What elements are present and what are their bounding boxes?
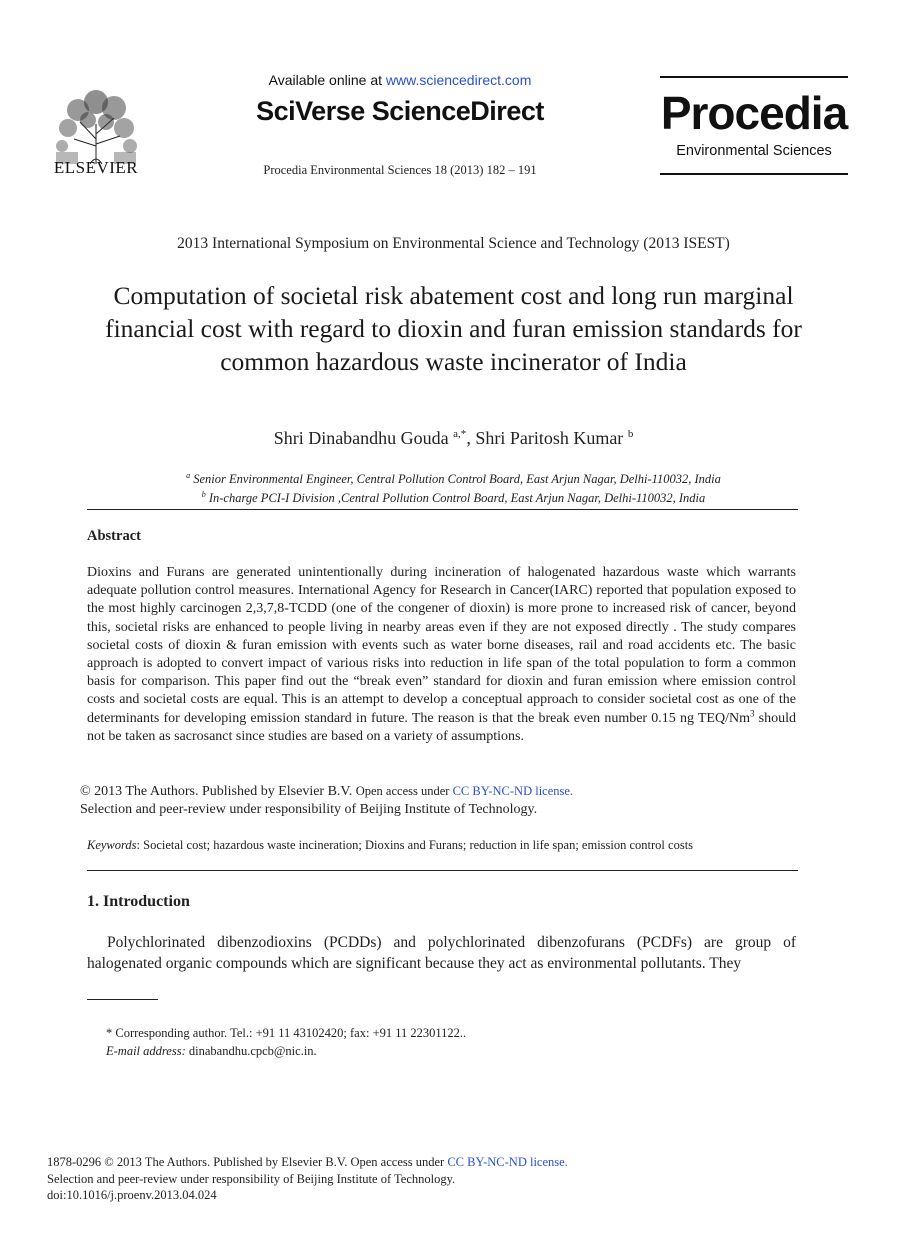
sciencedirect-link[interactable]: www.sciencedirect.com [385, 72, 532, 88]
peer-review-line: Selection and peer-review under responsibility of Beijing Institute of Technology. [80, 802, 538, 817]
author-name: Shri Dinabandhu Gouda [273, 428, 449, 448]
journal-logo-title: Procedia [660, 87, 848, 139]
abstract-text: Dioxins and Furans are generated unintentionally during incineration of halogenated hazardous waste which warrants adequate pollution control measures. International Agency for Research in Cancer(IARC) reported that population exposed to the most highly carcinogen 2,3,7,8-TCDD (one of the congener of dioxin) is more prone to increased risk of cancer, beyond this, societal risks are enhanced to people living in nearby areas even if they are not exposed directly . The study compares societal costs of dioxin & furan emission with events such as water borne diseases, rail and road accidents etc. The basic approach is adopted to convert impact of various risks into reduction in life span of the total population to form a common basis for comparison. This paper find out the “break even” standard for dioxin and furan emission where emission control costs and societal costs are equal. This is an attempt to develop a conceptual approach to consider societal cost as one of the determinants for developing emission standard in future. The reason is that the break even number 0.15 ng TEQ/Nm [87, 565, 796, 726]
author-marks: a,* [453, 428, 467, 440]
abstract-body [87, 564, 796, 746]
doi-line[interactable]: doi:10.1016/j.proenv.2013.04.024 [47, 1188, 217, 1202]
affiliation-text: In-charge PCI-I Division ,Central Pollution Control Board, East Arjun Nagar, Delhi-110032, India [208, 491, 706, 506]
peer-review-line: Selection and peer-review under responsibility of Beijing Institute of Technology. [47, 1171, 456, 1186]
publisher-logo-text: ELSEVIER [53, 158, 139, 177]
divider-below-keywords [87, 870, 798, 871]
issn-text: 1878-0296 © 2013 The Authors. Published by Elsevier B.V. [47, 1155, 351, 1169]
logo-bottom-rule [660, 173, 848, 175]
keywords-label: Keywords [87, 838, 137, 852]
conference-name: 2013 International Symposium on Environmental Science and Technology (2013 ISEST) [177, 235, 730, 252]
open-access-text: Open access under [355, 784, 453, 798]
available-prefix: Available online at [268, 72, 386, 88]
journal-logo [660, 76, 848, 176]
affiliation-line [40, 487, 867, 506]
footnote [106, 1024, 806, 1060]
copyright-line [80, 782, 800, 801]
copyright-block [80, 782, 800, 819]
platform-title: SciVerse ScienceDirect [256, 96, 544, 126]
keywords-text: : Societal cost; hazardous waste incineration; Dioxins and Furans; reduction in life span; emission control costs [136, 838, 694, 852]
available-online-line [230, 72, 570, 88]
section-heading: 1. Introduction [87, 893, 190, 910]
abstract-heading: Abstract [87, 528, 141, 544]
copyright-text: © 2013 The Authors. Published by Elsevier B.V. [80, 784, 356, 799]
issn-line [47, 1154, 847, 1171]
email-address[interactable]: dinabandhu.cpcb@nic.in. [185, 1044, 317, 1058]
divider-above-abstract [87, 509, 798, 510]
open-access-text: Open access under [350, 1155, 448, 1169]
license-link[interactable]: CC BY-NC-ND license. [452, 784, 574, 798]
affiliation-text: Senior Environmental Engineer, Central Pollution Control Board, East Arjun Nagar, Delhi-110032, India [193, 472, 721, 487]
author-list [40, 428, 867, 449]
journal-logo-subtitle: Environmental Sciences [676, 143, 832, 159]
affiliations [40, 468, 867, 506]
keywords-line [87, 838, 807, 853]
footnote-rule [87, 999, 158, 1000]
affiliation-line [40, 468, 867, 487]
introduction-paragraph: Polychlorinated dibenzodioxins (PCDDs) and polychlorinated dibenzofurans (PCDFs) are group of halogenated organic compounds which are significant because they act as environmental pollutants. They [87, 934, 796, 972]
journal-reference: Procedia Environmental Sciences 18 (2013) 182 – 191 [263, 163, 537, 177]
author-separator: , [466, 428, 476, 448]
bottom-metadata [47, 1154, 847, 1204]
paper-title: Computation of societal risk abatement cost and long run marginal financial cost with regard to dioxin and furan emission standards for common hazardous waste incinerator of India [105, 281, 802, 376]
abstract-superscript: 3 [749, 707, 755, 718]
email-label: E-mail address: [106, 1044, 186, 1058]
abstract-text-end: should not be taken as sacrosanct since studies are based on a variety of assumptions. [87, 710, 796, 744]
corresponding-author: * Corresponding author. Tel.: +91 11 43102420; fax: +91 11 22301122.. [106, 1026, 467, 1040]
author-name: Shri Paritosh Kumar [475, 428, 624, 448]
logo-top-rule [660, 76, 848, 78]
affiliation-mark: a [186, 471, 191, 480]
email-line [106, 1042, 806, 1060]
license-link[interactable]: CC BY-NC-ND license. [447, 1155, 568, 1169]
author-marks: b [627, 428, 634, 440]
affiliation-mark: b [201, 490, 206, 500]
